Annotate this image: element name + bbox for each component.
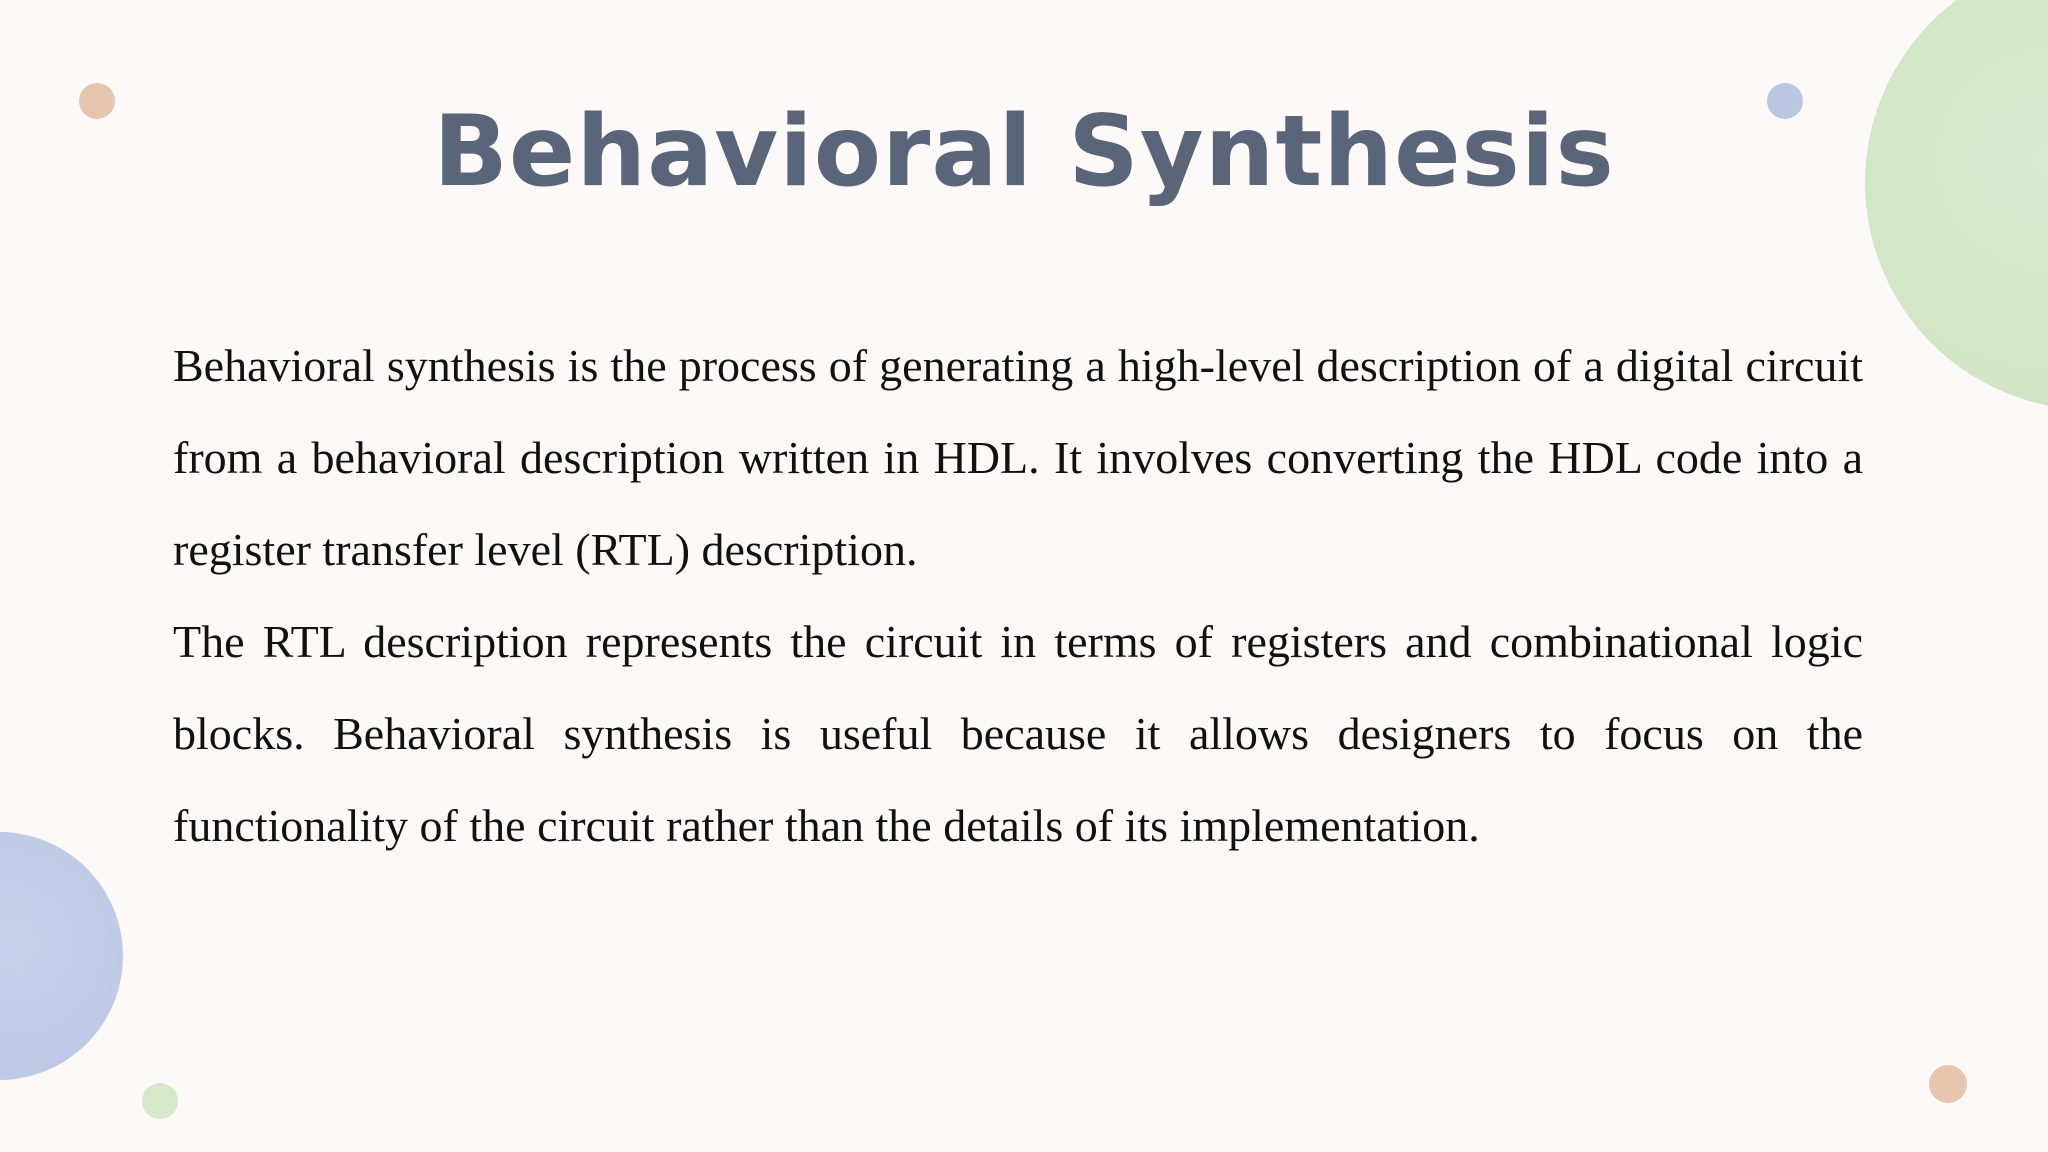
body-paragraph-2: The RTL description represents the circuit in terms of registers and combinational logic blocks. Behavioral synthesis is useful because it allows designers to focus on the functionality of the circuit rather than the details of its implementation. [173,616,1863,851]
decorative-green-dot-bottom-left [142,1083,178,1119]
slide-title: Behavioral Synthesis [433,95,1615,209]
body-paragraph-1: Behavioral synthesis is the process of generating a high-level description of a digital circuit from a behavioral description written in HDL. It involves converting the HDL code into a register transfer level (RTL) description. [173,340,1863,575]
decorative-peach-dot-bottom-right [1929,1065,1967,1103]
slide-body [173,320,1863,872]
decorative-blue-circle [0,832,123,1080]
